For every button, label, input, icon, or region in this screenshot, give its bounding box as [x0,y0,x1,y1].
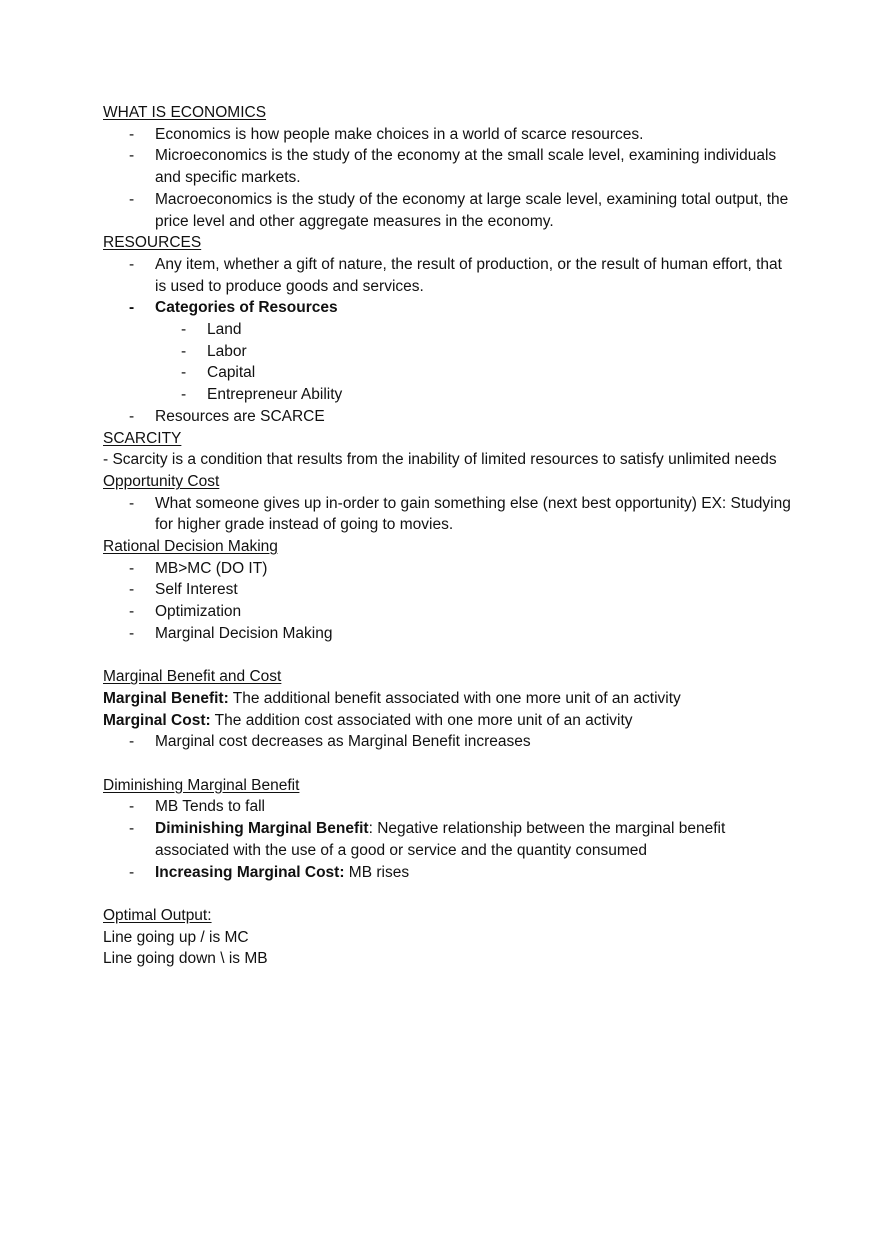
marginal-bullet: Marginal cost decreases as Marginal Benefit increases [155,733,531,751]
category-entrepreneur: Entrepreneur Ability [207,386,343,404]
list-item: - What someone gives up in-order to gain something else (next best opportunity) EX: Studying for higher grade instead of going to movies. [103,493,793,536]
list-item: - Optimization [103,601,793,623]
heading-diminishing-marginal-benefit: Diminishing Marginal Benefit [103,776,300,794]
list-item: - Increasing Marginal Cost: MB rises [103,862,793,884]
increasing-cost-def: MB rises [344,863,410,881]
scarcity-text: - Scarcity is a condition that results from the inability of limited resources to satisfy unlimited needs [103,451,777,469]
list-item: - Capital [103,362,793,384]
blank-line [103,645,793,667]
list-item: - Any item, whether a gift of nature, the result of production, or the result of human effort, that is used to produce goods and services. [103,254,793,297]
optimal-line-1: Line going up / is MC [103,928,249,946]
heading-scarcity: SCARCITY [103,429,182,447]
list-item: - Diminishing Marginal Benefit: Negative relationship between the marginal benefit associated with the use of a good or service and the quantity consumed [103,818,793,861]
opportunity-bullet: What someone gives up in-order to gain something else (next best opportunity) EX: Studying for higher grade instead of going to movies. [155,494,791,534]
economics-bullet-3: Macroeconomics is the study of the economy at large scale level, examining total output, the price level and other aggregate measures in the economy. [155,190,789,230]
rational-bullet-4: Marginal Decision Making [155,624,333,642]
heading-optimal-output: Optimal Output: [103,906,212,924]
rational-bullet-1: MB>MC (DO IT) [155,559,268,577]
list-item: - Economics is how people make choices in a world of scarce resources. [103,124,793,146]
list-item: - Microeconomics is the study of the economy at the small scale level, examining individuals and specific markets. [103,145,793,188]
economics-bullet-2: Microeconomics is the study of the economy at the small scale level, examining individuals and specific markets. [155,147,777,187]
marginal-cost-term: Marginal Cost: [103,711,211,729]
diminishing-def: : Negative relationship between the marginal benefit associated with the use of a good or service and the quantity consumed [155,820,726,859]
marginal-benefit-def: The additional benefit associated with one more unit of an activity [228,689,681,707]
heading-opportunity-cost: Opportunity Cost [103,472,220,490]
list-item: - Marginal cost decreases as Marginal Benefit increases [103,731,793,753]
blank-line [103,753,793,775]
list-item: - Land [103,319,793,341]
rational-bullet-3: Optimization [155,603,242,621]
resources-bullet-last: Resources are SCARCE [155,407,325,425]
rational-bullet-2: Self Interest [155,581,238,599]
marginal-benefit-term: Marginal Benefit: [103,689,229,707]
marginal-benefit-definition [103,688,793,710]
list-item: - Marginal Decision Making [103,623,793,645]
blank-line [103,883,793,905]
category-land: Land [207,321,242,339]
list-item: - Resources are SCARCE [103,406,793,428]
diminishing-bullet-2 [155,818,793,861]
list-item: - MB Tends to fall [103,796,793,818]
list-item: - MB>MC (DO IT) [103,558,793,580]
heading-resources: RESOURCES [103,234,202,252]
diminishing-bullet-1: MB Tends to fall [155,798,265,816]
category-capital: Capital [207,364,256,382]
diminishing-bullet-3 [155,862,793,884]
list-item: - Macroeconomics is the study of the economy at large scale level, examining total output, the price level and other aggregate measures in the economy. [103,189,793,232]
resources-bullet-1: Any item, whether a gift of nature, the result of production, or the result of human effort, that is used to produce goods and services. [155,255,782,295]
list-item: - Entrepreneur Ability [103,384,793,406]
heading-marginal-benefit-cost: Marginal Benefit and Cost [103,668,282,686]
list-item: - Categories of Resources [103,297,793,319]
diminishing-term: Diminishing Marginal Benefit [155,820,369,838]
list-item: - Labor [103,341,793,363]
document-page [103,102,793,970]
marginal-cost-def: The addition cost associated with one more unit of an activity [210,711,633,729]
marginal-cost-definition [103,710,793,732]
category-labor: Labor [207,342,247,360]
heading-what-is-economics: WHAT IS ECONOMICS [103,104,267,121]
categories-title: Categories of Resources [155,299,338,317]
list-item: - Self Interest [103,579,793,601]
economics-bullet-1: Economics is how people make choices in a world of scarce resources. [155,125,644,143]
heading-rational-decision: Rational Decision Making [103,538,278,556]
optimal-line-2: Line going down \ is MB [103,950,268,968]
increasing-cost-term: Increasing Marginal Cost: [155,863,345,881]
